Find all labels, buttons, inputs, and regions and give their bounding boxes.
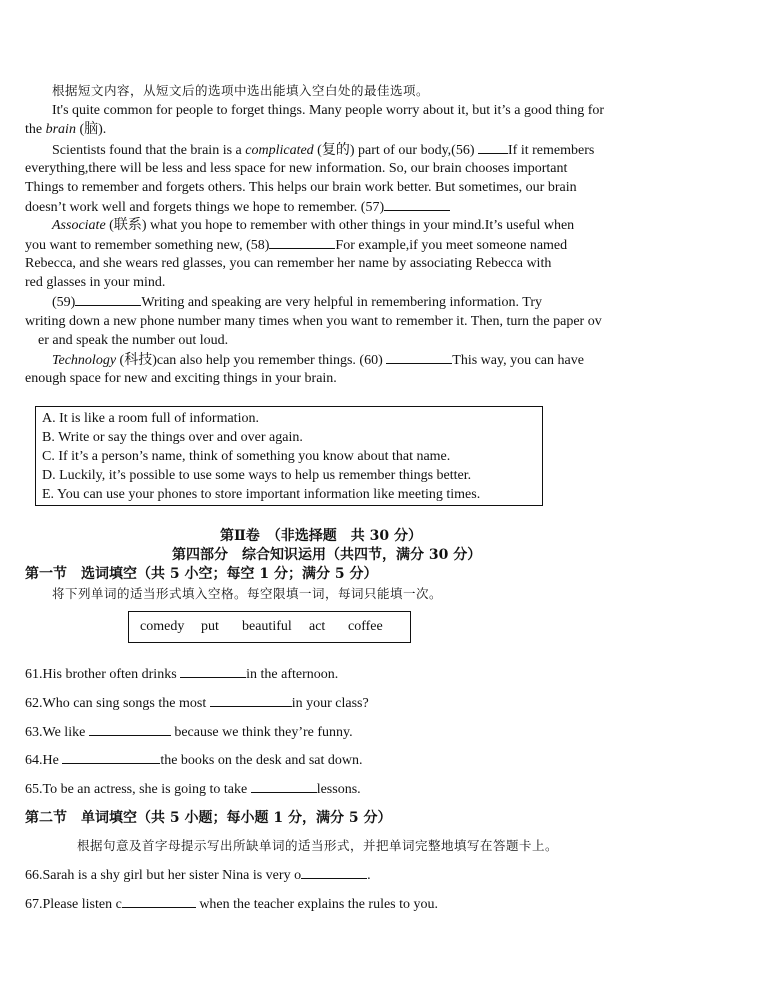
blank-56[interactable] (478, 141, 508, 154)
text: complicated (245, 143, 314, 158)
text: 67.Please listen c (25, 897, 122, 912)
text: Writing and speaking are very helpful in remembering information. Try (141, 295, 543, 310)
passage-line (52, 293, 542, 312)
text: Associate (52, 218, 106, 233)
option-d: D. Luckily, it’s possible to use some ways to help us remember things better. (42, 468, 472, 483)
question-66 (25, 866, 371, 885)
text: the (25, 122, 46, 137)
word-bank-item: put (201, 619, 219, 634)
passage-line: writing down a new phone number many times when you want to remember it. Then, turn the paper ov (25, 314, 602, 329)
text: For example,if you meet someone named (335, 238, 568, 253)
option-c: C. If it’s a person’s name, think of something you know about that name. (42, 449, 451, 464)
section2-instruction: 根据句意及首字母提示写出所缺单词的适当形式，并把单词完整地填写在答题卡上。 (77, 838, 559, 853)
text: This way, you can have (452, 353, 584, 368)
passage-line: er and speak the number out loud. (38, 333, 229, 348)
text: doesn’t work well and forgets things we hope to remember. (57) (25, 200, 385, 215)
question-61 (25, 665, 338, 684)
passage-line: enough space for new and exciting things in your brain. (25, 371, 337, 386)
blank-59[interactable] (75, 293, 141, 306)
text: the books on the desk and sat down. (160, 753, 363, 768)
option-a: A. It is like a room full of information. (42, 411, 259, 426)
text: 64.He (25, 753, 63, 768)
text: brain (45, 122, 76, 137)
passage-line: red glasses in your mind. (25, 275, 166, 290)
part4-title: 第四部分 综合知识运用（共四节，满分 30 分） (172, 547, 482, 563)
text: in the afternoon. (246, 667, 339, 682)
text: (复的) part of our body,(56) (313, 143, 479, 158)
text: 63.We like (25, 725, 89, 740)
text: . (367, 868, 371, 883)
word-bank-item: coffee (348, 619, 383, 634)
text: Technology (52, 353, 117, 368)
passage-line (52, 217, 574, 235)
question-63 (25, 723, 353, 742)
text: 61.His brother often drinks (25, 667, 181, 682)
text: Scientists found that the brain is a (52, 143, 246, 158)
blank-64[interactable] (62, 751, 160, 764)
word-bank-item: act (309, 619, 326, 634)
passage-line: Things to remember and forgets others. This helps our brain work better. But sometimes, our brain (25, 180, 577, 195)
text: you want to remember something new, (58) (25, 238, 270, 253)
passage-line: everything,there will be less and less space for new information. So, our brain chooses important (25, 161, 568, 176)
passage-line (25, 121, 106, 139)
reading-instruction: 根据短文内容，从短文后的选项中选出能填入空白处的最佳选项。 (52, 83, 430, 98)
section1-title: 第一节 选词填空（共 5 小空；每空 1 分；满分 5 分） (25, 566, 378, 582)
blank-60[interactable] (386, 351, 452, 364)
text: (科技)can also help you remember things. (60) (116, 353, 387, 368)
text: If it remembers (508, 143, 595, 158)
text: when the teacher explains the rules to you. (195, 897, 439, 912)
blank-58[interactable] (269, 236, 335, 249)
section1-instruction: 将下列单词的适当形式填入空格。每空限填一词，每词只能填一次。 (52, 586, 443, 601)
question-64 (25, 751, 363, 770)
passage-line: Rebecca, and she wears red glasses, you can remember her name by associating Rebecca with (25, 256, 552, 271)
word-bank-item: beautiful (242, 619, 292, 634)
question-65 (25, 780, 361, 799)
text: (脑). (75, 122, 107, 137)
text: in your class? (291, 696, 369, 711)
option-b: B. Write or say the things over and over again. (42, 430, 303, 445)
blank-62[interactable] (210, 694, 292, 707)
text: because we think they’re funny. (170, 725, 353, 740)
section2-title: 第二节 单词填空（共 5 小题；每小题 1 分，满分 5 分） (25, 810, 392, 826)
blank-63[interactable] (89, 723, 171, 736)
text: 66.Sarah is a shy girl but her sister Nina is very o (25, 868, 302, 883)
question-67 (25, 895, 438, 914)
passage-line (52, 141, 594, 160)
part2-title: 第Ⅱ卷 （非选择题 共 30 分） (220, 528, 423, 544)
word-bank-item: comedy (140, 619, 185, 634)
text: 65.To be an actress, she is going to take (25, 782, 251, 797)
blank-66[interactable] (301, 866, 367, 879)
text: 62.Who can sing songs the most (25, 696, 210, 711)
text: (59) (52, 295, 76, 310)
blank-65[interactable] (251, 780, 317, 793)
passage-line: It's quite common for people to forget things. Many people worry about it, but it’s a good thing for (52, 103, 605, 118)
blank-61[interactable] (180, 665, 246, 678)
option-e: E. You can use your phones to store important information like meeting times. (42, 487, 481, 502)
text: (联系) what you hope to remember with other things in your mind.It’s useful when (105, 218, 575, 233)
passage-line (25, 236, 567, 255)
question-62 (25, 694, 369, 713)
blank-57[interactable] (384, 198, 450, 211)
text: lessons. (316, 782, 361, 797)
passage-line (25, 198, 450, 217)
blank-67[interactable] (122, 895, 196, 908)
passage-line (52, 351, 584, 370)
